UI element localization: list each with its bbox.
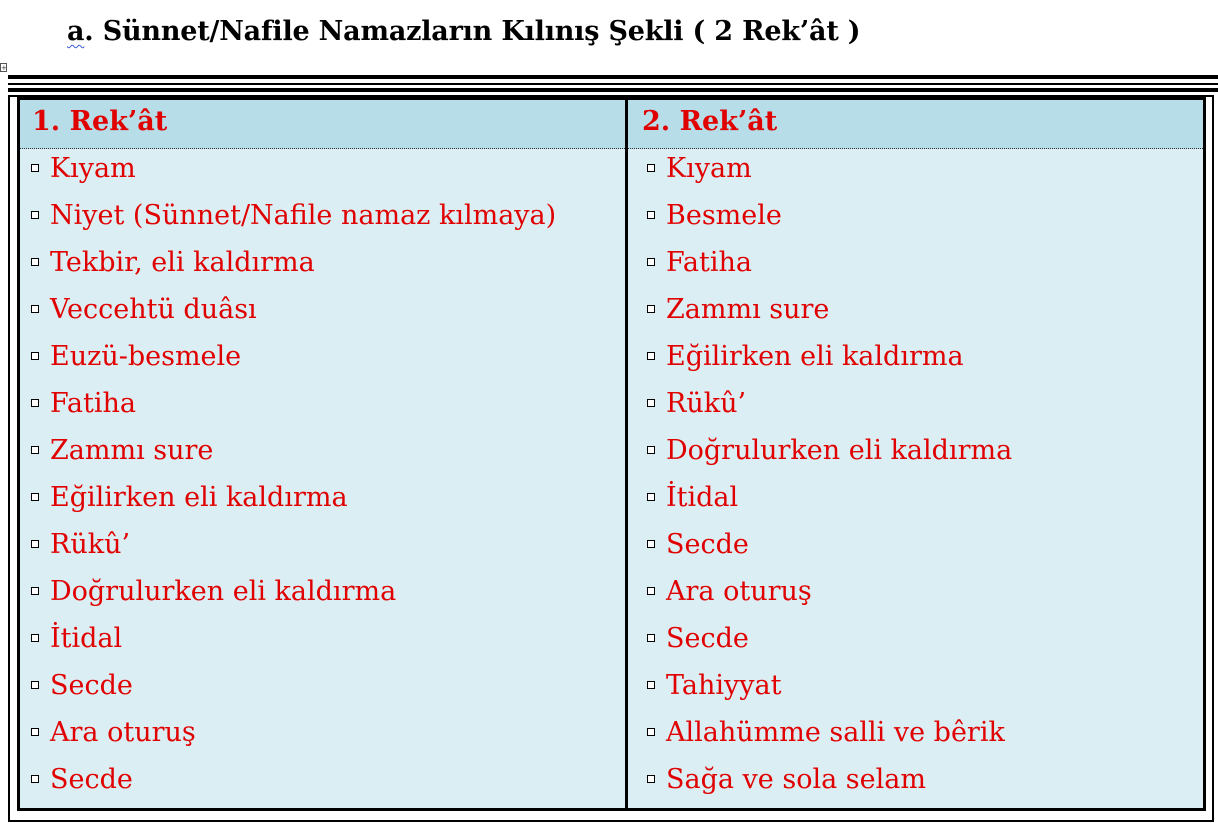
list-item [628,243,1203,290]
list-item-label: Kıyam [50,153,136,184]
list-item-label: Zammı sure [666,294,830,325]
rekat-2-header: 2. Rek’ât [628,100,1203,149]
rekat-1-header: 1. Rek’ât [20,100,625,149]
list-item-label: Niyet (Sünnet/Nafile namaz kılmaya) [50,200,557,231]
list-item-label: Rükû’ [666,388,747,419]
rekat-2-column [625,97,1206,811]
list-item [20,666,625,713]
square-bullet-icon [31,258,39,266]
rekat-1-steps-list [20,149,625,807]
square-bullet-icon [647,681,655,689]
list-item [20,619,625,666]
list-item [628,431,1203,478]
list-item [20,478,625,525]
list-item [628,149,1203,196]
list-item [20,572,625,619]
list-item [20,384,625,431]
square-bullet-icon [31,399,39,407]
list-item [20,196,625,243]
list-item-label: Rükû’ [50,529,131,560]
list-item [628,384,1203,431]
square-bullet-icon [647,305,655,313]
list-item [20,525,625,572]
list-item-label: Fatiha [50,388,136,419]
list-item [628,572,1203,619]
table-move-handle-icon[interactable]: + [1,64,7,72]
document-heading [67,16,860,47]
list-item [20,760,625,807]
list-item-label: Fatiha [666,247,752,278]
square-bullet-icon [31,681,39,689]
list-item [628,337,1203,384]
square-bullet-icon [647,164,655,172]
square-bullet-icon [647,446,655,454]
square-bullet-icon [31,352,39,360]
list-item-label: Doğrulurken eli kaldırma [666,435,1013,466]
list-item-label: Secde [50,670,133,701]
square-bullet-icon [31,634,39,642]
list-item [20,243,625,290]
list-item-label: Secde [666,623,749,654]
top-border-rule [8,88,1218,92]
list-item [20,713,625,760]
list-item-label: Doğrulurken eli kaldırma [50,576,397,607]
square-bullet-icon [647,211,655,219]
square-bullet-icon [647,775,655,783]
square-bullet-icon [31,587,39,595]
list-item-label: Eğilirken eli kaldırma [50,482,348,513]
list-item-label: Euzü-besmele [50,341,242,372]
list-item-label: Tahiyyat [666,670,782,701]
top-border-rule [8,75,1218,79]
list-item [20,149,625,196]
list-item-label: Secde [50,764,133,795]
list-item [628,713,1203,760]
square-bullet-icon [647,399,655,407]
square-bullet-icon [647,352,655,360]
list-item [20,337,625,384]
list-item [628,196,1203,243]
list-item [628,619,1203,666]
list-item-label: Kıyam [666,153,752,184]
rekat-1-column [17,97,628,811]
square-bullet-icon [647,258,655,266]
list-item-label: Eğilirken eli kaldırma [666,341,964,372]
square-bullet-icon [647,634,655,642]
list-item-label: Sağa ve sola selam [666,764,926,795]
list-item-label: Zammı sure [50,435,214,466]
list-item [628,290,1203,337]
square-bullet-icon [647,728,655,736]
list-item [628,478,1203,525]
square-bullet-icon [647,493,655,501]
list-item-label: Secde [666,529,749,560]
list-item-label: Tekbir, eli kaldırma [50,247,315,278]
list-item-label: Ara oturuş [50,717,196,748]
list-item-label: İtidal [666,482,739,513]
top-border-rule [8,83,1218,85]
list-item-label: Veccehtü duâsı [50,294,257,325]
list-item [20,290,625,337]
square-bullet-icon [31,446,39,454]
square-bullet-icon [647,587,655,595]
heading-letter: a [67,16,85,47]
list-item [628,525,1203,572]
heading-text: . Sünnet/Nafile Namazların Kılınış Şekli ( 2 Rek’ât ) [84,16,861,47]
list-item [628,666,1203,713]
square-bullet-icon [647,540,655,548]
square-bullet-icon [31,493,39,501]
list-item-label: Ara oturuş [666,576,812,607]
square-bullet-icon [31,211,39,219]
square-bullet-icon [31,164,39,172]
square-bullet-icon [31,728,39,736]
list-item-label: Allahümme salli ve bêrik [666,717,1005,748]
rekat-2-steps-list [628,149,1203,807]
square-bullet-icon [31,540,39,548]
list-item-label: Besmele [666,200,782,231]
list-item [20,431,625,478]
square-bullet-icon [31,775,39,783]
list-item [628,760,1203,807]
list-item-label: İtidal [50,623,123,654]
square-bullet-icon [31,305,39,313]
